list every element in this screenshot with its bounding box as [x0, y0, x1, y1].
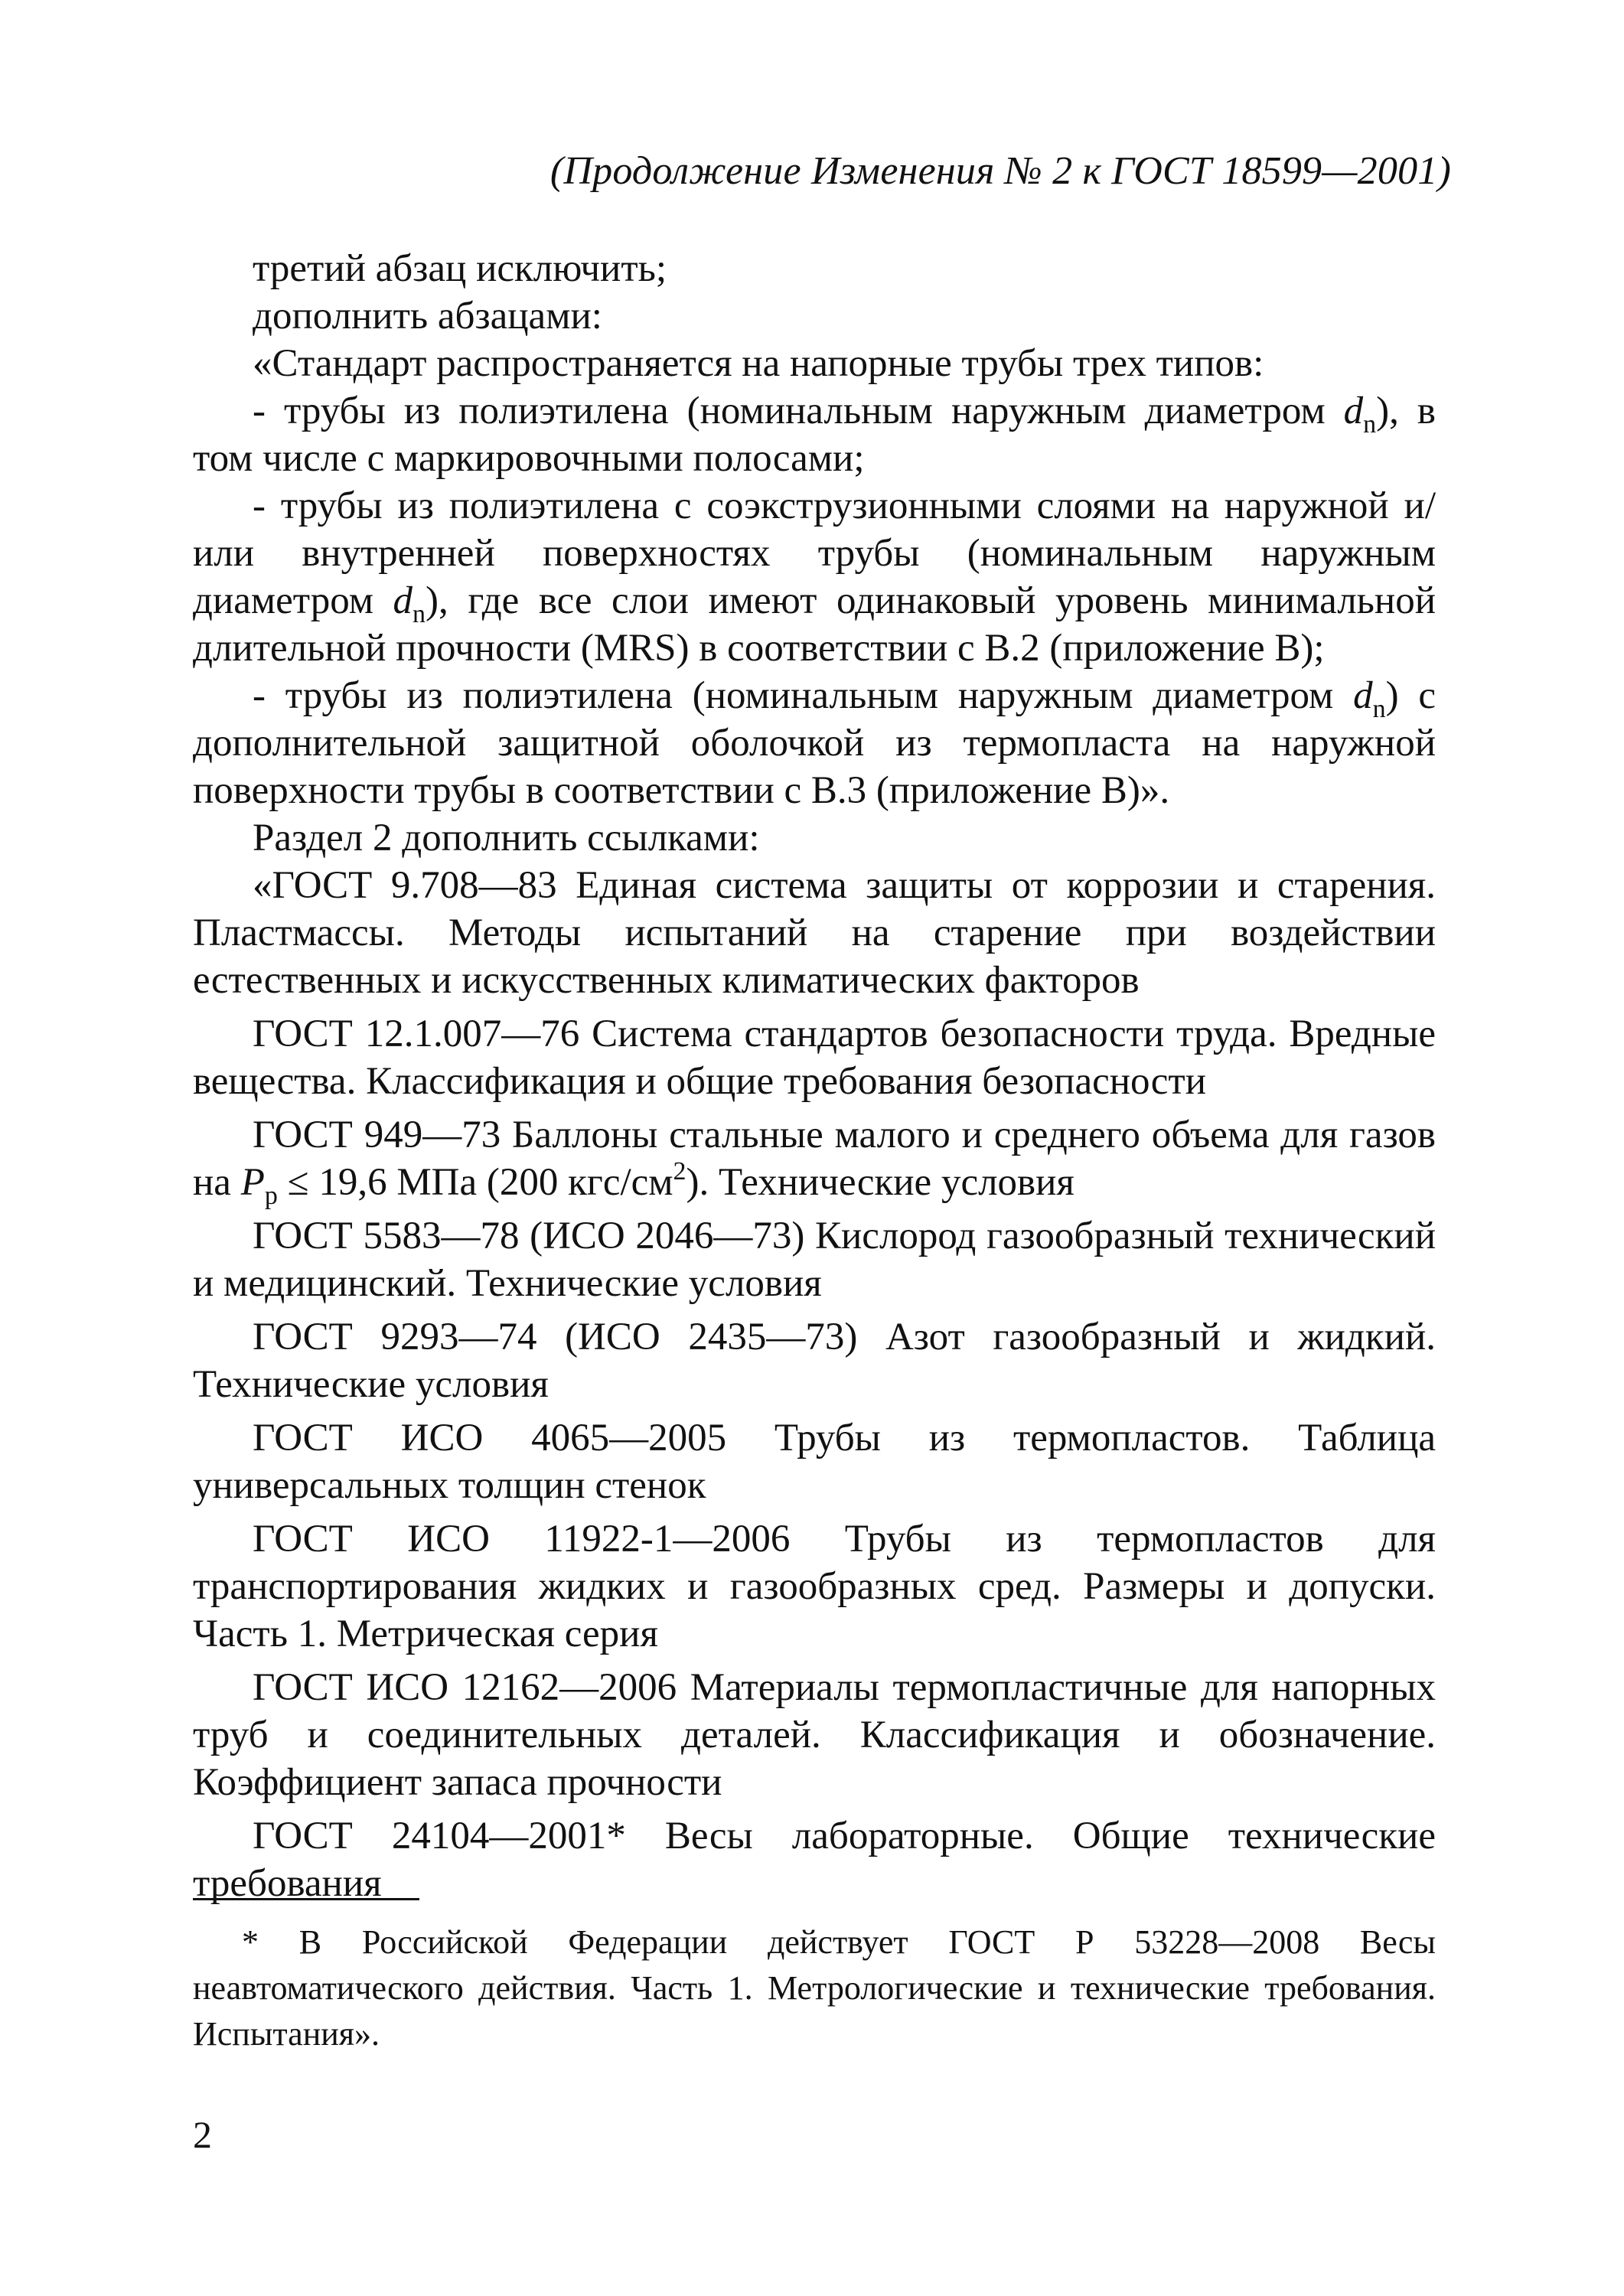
reference-gost-9293: ГОСТ 9293—74 (ИСО 2435—73) Азот газообразный и жидкий. Технические условия	[193, 1316, 1436, 1406]
text-run: - трубы из полиэтилена (номинальным наружным диаметром	[253, 390, 1344, 432]
reference-gost-iso-11922: ГОСТ ИСО 11922-1—2006 Трубы из термопластов для транспортирования жидких и газообразных сред. Размеры и допуски. Часть 1. Метрическая серия	[193, 1518, 1436, 1655]
diameter-subscript: n	[1372, 695, 1386, 723]
paragraph-2: дополнить абзацами:	[253, 295, 602, 338]
reference-gost-9-708: «ГОСТ 9.708—83 Единая система защиты от коррозии и старения. Пластмассы. Методы испытаний на старение при воздействии естественных и искусственных климатических факторов	[193, 864, 1436, 1002]
footnote-divider	[193, 1898, 419, 1900]
paragraph-1: третий абзац исключить;	[253, 247, 667, 290]
text-run: - трубы из полиэтилена с соэкструзионными слоями на наружной и/или внутренней поверхностях трубы (номинальным наружным диаметром	[193, 484, 1436, 622]
reference-gost-949	[193, 1111, 1436, 1210]
unit-superscript: 2	[673, 1157, 686, 1186]
text-run: ГОСТ 949—73 Баллоны стальные малого и среднего объема для газов на	[193, 1114, 1436, 1204]
text-run: - трубы из полиэтилена (номинальным наружным диаметром	[253, 674, 1354, 717]
pressure-symbol: P	[240, 1161, 265, 1204]
diameter-symbol: d	[1343, 390, 1364, 432]
reference-gost-24104: ГОСТ 24104—2001* Весы лабораторные. Общие технические требования	[193, 1815, 1436, 1905]
page-number: 2	[193, 2113, 212, 2156]
pressure-subscript: р	[264, 1182, 278, 1210]
text-run: ), где все слои имеют одинаковый уровень минимальной длительной прочности (MRS) в соответствии с В.2 (приложение В);	[193, 579, 1436, 670]
paragraph-pipe-type-3	[193, 672, 1436, 814]
diameter-subscript: n	[1363, 410, 1377, 439]
paragraph-pipe-type-1	[193, 387, 1436, 482]
reference-gost-5583: ГОСТ 5583—78 (ИСО 2046—73) Кислород газообразный технический и медицинский. Технические условия	[193, 1215, 1436, 1305]
text-run: ≤ 19,6 МПа (200 кгс/см	[277, 1161, 673, 1204]
reference-gost-iso-4065: ГОСТ ИСО 4065—2005 Трубы из термопластов. Таблица универсальных толщин стенок	[193, 1417, 1436, 1507]
text-run: ) с дополнительной защитной оболочкой из термопласта на наружной поверхности трубы в соответствии с В.3 (приложение В)».	[193, 674, 1436, 812]
paragraph-section-2: Раздел 2 дополнить ссылками:	[253, 817, 760, 859]
diameter-subscript: n	[413, 600, 426, 628]
footnote	[193, 1919, 1436, 2057]
text-run: ), в том числе с маркировочными полосами;	[193, 390, 1436, 480]
body-text	[193, 245, 1436, 1907]
paragraph-pipe-type-2	[193, 482, 1436, 672]
diameter-symbol: d	[1353, 674, 1373, 717]
reference-gost-12-1-007: ГОСТ 12.1.007—76 Система стандартов безопасности труда. Вредные вещества. Классификация и общие требования безопасности	[193, 1013, 1436, 1103]
reference-gost-iso-12162: ГОСТ ИСО 12162—2006 Материалы термопластичные для напорных труб и соединительных деталей. Классификация и обозначение. Коэффициент запаса прочности	[193, 1666, 1436, 1804]
paragraph-3: «Стандарт распространяется на напорные трубы трех типов:	[253, 342, 1264, 385]
text-run: ). Технические условия	[686, 1161, 1075, 1204]
diameter-symbol: d	[393, 579, 413, 622]
footnote-text: * В Российской Федерации действует ГОСТ Р 53228—2008 Весы неавтоматического действия. Часть 1. Метрологические и технические требования. Испытания».	[193, 1923, 1436, 2053]
running-header: (Продолжение Изменения № 2 к ГОСТ 18599—2001)	[549, 149, 1451, 193]
